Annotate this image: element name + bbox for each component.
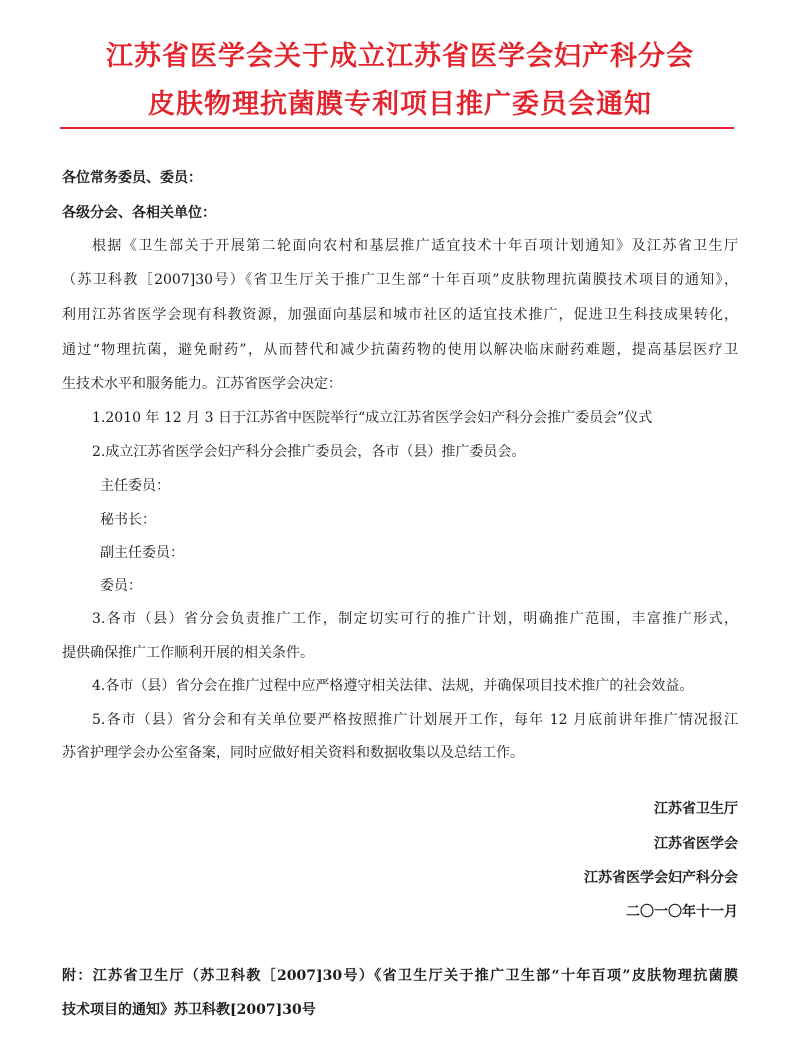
document-title-line-2: 皮肤物理抗菌膜专利项目推广委员会通知 [148, 89, 652, 120]
item-5-line-2: 苏省护理学会办公室备案，同时应做好相关资料和数据收集以及总结工作。 [62, 745, 524, 761]
title-divider [60, 127, 734, 129]
signature-medical-association: 江苏省医学会 [654, 836, 738, 852]
salutation-line-2: 各级分会、各相关单位： [62, 205, 216, 221]
document-title-line-1: 江苏省医学会关于成立江苏省医学会妇产科分会 [106, 41, 694, 72]
item-2: 2.成立江苏省医学会妇产科分会推广委员会，各市（县）推广委员会。 [92, 444, 526, 460]
body-line-5: 生技术水平和服务能力。江苏省医学会决定： [62, 376, 342, 392]
body-line-2: （苏卫科教［2007]30号）《省卫生厅关于推广卫生部“十年百项”皮肤物理抗菌膜技术项目的通知》， [62, 272, 738, 288]
document-date: 二〇一〇年十一月 [626, 904, 738, 920]
signature-health-department: 江苏省卫生厅 [654, 801, 738, 817]
attachment-line-2: 技术项目的通知》苏卫科教[2007]30号 [62, 1002, 316, 1018]
item-3-line-2: 提供确保推广工作顺利开展的相关条件。 [62, 645, 314, 661]
salutation-line-1: 各位常务委员、委员： [62, 170, 202, 186]
body-line-4: 通过“物理抗菌，避免耐药”，从而替代和减少抗菌药物的使用以解决临床耐药难题，提高基层医疗卫 [62, 342, 738, 358]
role-chair: 主任委员： [100, 478, 170, 494]
item-3-line-1: 3.各市（县）省分会负责推广工作，制定切实可行的推广计划，明确推广范围，丰富推广形式， [92, 611, 738, 627]
item-1: 1.2010 年 12 月 3 日于江苏省中医院举行“成立江苏省医学会妇产科分会推广委员会”仪式 [92, 410, 653, 426]
body-line-3: 利用江苏省医学会现有科教资源，加强面向基层和城市社区的适宜技术推广，促进卫生科技成果转化， [62, 307, 738, 323]
body-line-1: 根据《卫生部关于开展第二轮面向农村和基层推广适宜技术十年百项计划通知》及江苏省卫生厅 [92, 238, 738, 254]
role-vice-chair: 副主任委员： [100, 545, 184, 561]
attachment-line-1: 附：江苏省卫生厅（苏卫科教［2007]30号）《省卫生厅关于推广卫生部“十年百项”皮肤物理抗菌膜 [62, 968, 738, 984]
role-member: 委员： [100, 578, 142, 594]
item-4: 4.各市（县）省分会在推广过程中应严格遵守相关法律、法规，并确保项目技术推广的社会效益。 [92, 678, 694, 694]
item-5-line-1: 5.各市（县）省分会和有关单位要严格按照推广计划展开工作，每年 12 月底前讲年推广情况报江 [92, 712, 738, 728]
signature-obgyn-branch: 江苏省医学会妇产科分会 [584, 870, 738, 886]
role-secretary-general: 秘书长： [100, 512, 156, 528]
